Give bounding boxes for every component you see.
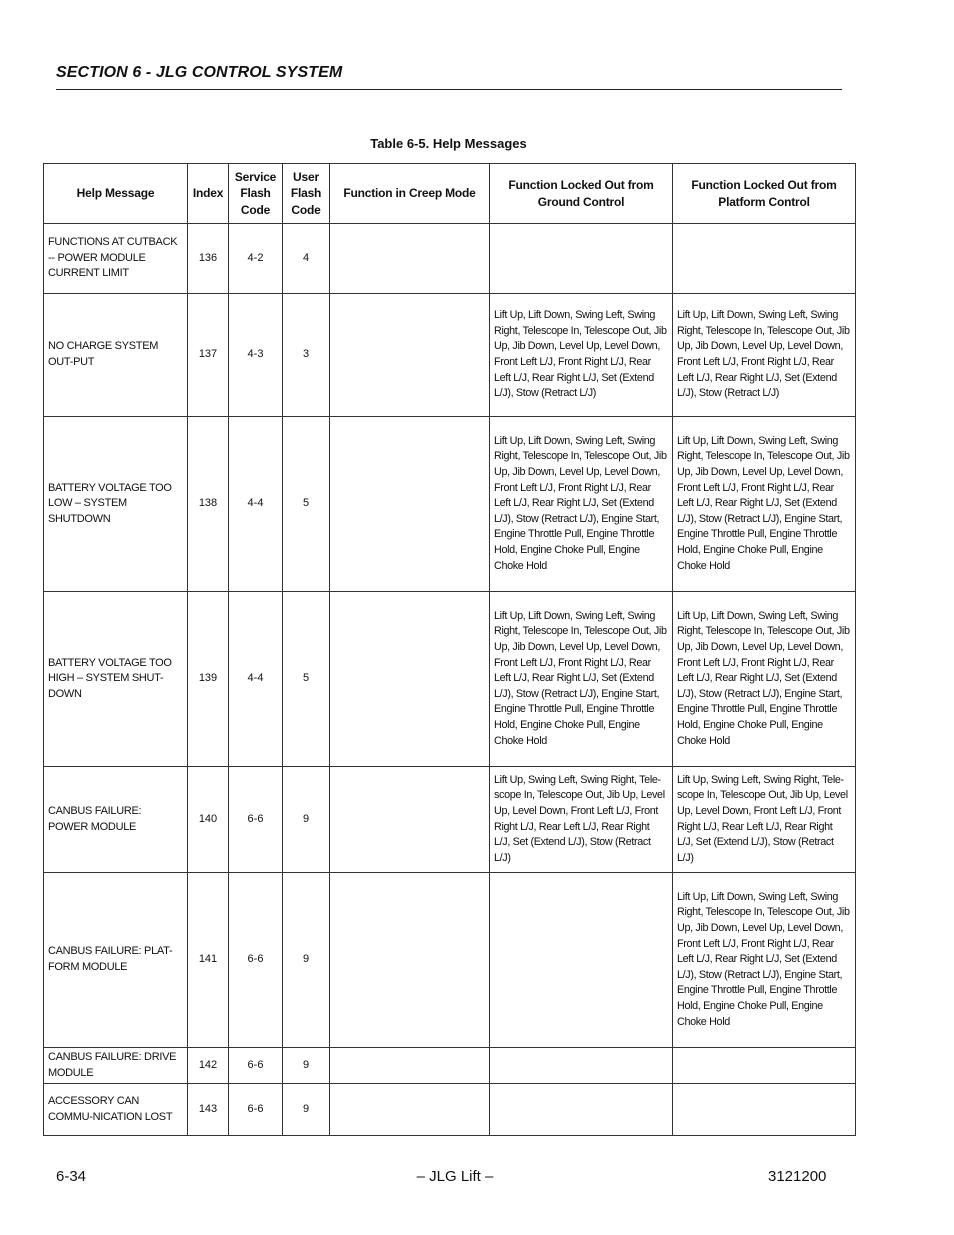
user-flash-cell: 5 xyxy=(283,417,330,592)
user-flash-cell: 9 xyxy=(283,1084,330,1136)
section-header: SECTION 6 - JLG CONTROL SYSTEM xyxy=(56,64,343,81)
locked-platform-cell: Lift Up, Lift Down, Swing Left, Swing Right, Telescope In, Telescope Out, Jib Up, Jib Down, Level Up, Level Down, Front Left L/J, Front Right L/J, Rear Left L/J, Rear Right L/J, Set (Extend L/J), Stow (Retract L/J), Engine Start, Engine Throttle Pull, Engine Throttle Hold, Engine Choke Pull, Engine Choke Hold xyxy=(673,592,856,767)
col-header-service-flash-code: Service Flash Code xyxy=(229,164,283,224)
table-row xyxy=(44,224,856,294)
locked-platform-cell xyxy=(673,1084,856,1136)
document-number: 3121200 xyxy=(768,1168,827,1185)
header-rule xyxy=(56,89,842,90)
col-header-creep-mode: Function in Creep Mode xyxy=(330,164,490,224)
locked-ground-cell: Lift Up, Lift Down, Swing Left, Swing Right, Telescope In, Telescope Out, Jib Up, Jib Down, Level Up, Level Down, Front Left L/J, Front Right L/J, Rear Left L/J, Rear Right L/J, Set (Extend L/J), Stow (Retract L/J), Engine Start, Engine Throttle Pull, Engine Throttle Hold, Engine Choke Pull, Engine Choke Hold xyxy=(490,417,673,592)
locked-ground-cell xyxy=(490,1084,673,1136)
help-message-cell: NO CHARGE SYSTEM OUT-PUT xyxy=(44,294,188,417)
col-header-help-message: Help Message xyxy=(44,164,188,224)
locked-platform-cell xyxy=(673,224,856,294)
page-number: 6-34 xyxy=(56,1168,87,1185)
user-flash-cell: 9 xyxy=(283,873,330,1048)
user-flash-cell: 9 xyxy=(283,1048,330,1084)
creep-mode-cell xyxy=(330,1048,490,1084)
index-cell: 137 xyxy=(188,294,229,417)
help-message-cell: ACCESSORY CAN COMMU-NICATION LOST xyxy=(44,1084,188,1136)
locked-platform-cell xyxy=(673,1048,856,1084)
help-message-cell: CANBUS FAILURE: POWER MODULE xyxy=(44,767,188,873)
locked-ground-cell xyxy=(490,224,673,294)
creep-mode-cell xyxy=(330,873,490,1048)
table-title: Table 6-5. Help Messages xyxy=(370,136,527,151)
creep-mode-cell xyxy=(330,294,490,417)
creep-mode-cell xyxy=(330,592,490,767)
index-cell: 138 xyxy=(188,417,229,592)
user-flash-cell: 4 xyxy=(283,224,330,294)
table-row xyxy=(44,767,856,873)
locked-platform-cell: Lift Up, Lift Down, Swing Left, Swing Right, Telescope In, Telescope Out, Jib Up, Jib Down, Level Up, Level Down, Front Left L/J, Front Right L/J, Rear Left L/J, Rear Right L/J, Set (Extend L/J), Stow (Retract L/J) xyxy=(673,294,856,417)
locked-ground-cell: Lift Up, Lift Down, Swing Left, Swing Right, Telescope In, Telescope Out, Jib Up, Jib Down, Level Up, Level Down, Front Left L/J, Front Right L/J, Rear Left L/J, Rear Right L/J, Set (Extend L/J), Stow (Retract L/J), Engine Start, Engine Throttle Pull, Engine Throttle Hold, Engine Choke Pull, Engine Choke Hold xyxy=(490,592,673,767)
help-message-cell: BATTERY VOLTAGE TOO HIGH – SYSTEM SHUT-DOWN xyxy=(44,592,188,767)
help-messages-table xyxy=(43,163,856,1136)
index-cell: 140 xyxy=(188,767,229,873)
service-flash-cell: 4-4 xyxy=(229,417,283,592)
service-flash-cell: 6-6 xyxy=(229,873,283,1048)
help-message-cell: CANBUS FAILURE: PLAT-FORM MODULE xyxy=(44,873,188,1048)
user-flash-cell: 3 xyxy=(283,294,330,417)
locked-ground-cell: Lift Up, Lift Down, Swing Left, Swing Right, Telescope In, Telescope Out, Jib Up, Jib Down, Level Up, Level Down, Front Left L/J, Front Right L/J, Rear Left L/J, Rear Right L/J, Set (Extend L/J), Stow (Retract L/J) xyxy=(490,294,673,417)
service-flash-cell: 6-6 xyxy=(229,1084,283,1136)
locked-platform-cell: Lift Up, Lift Down, Swing Left, Swing Right, Telescope In, Telescope Out, Jib Up, Jib Down, Level Up, Level Down, Front Left L/J, Front Right L/J, Rear Left L/J, Rear Right L/J, Set (Extend L/J), Stow (Retract L/J), Engine Start, Engine Throttle Pull, Engine Throttle Hold, Engine Choke Pull, Engine Choke Hold xyxy=(673,417,856,592)
index-cell: 143 xyxy=(188,1084,229,1136)
table-row xyxy=(44,417,856,592)
user-flash-cell: 9 xyxy=(283,767,330,873)
locked-platform-cell: Lift Up, Swing Left, Swing Right, Tele-scope In, Telescope Out, Jib Up, Level Up, Level Down, Front Left L/J, Front Right L/J, Rear Left L/J, Rear Right L/J, Set (Extend L/J), Stow (Retract L/J) xyxy=(673,767,856,873)
footer-brand: – JLG Lift – xyxy=(416,1168,494,1185)
table-header-row xyxy=(44,164,856,224)
locked-ground-cell xyxy=(490,873,673,1048)
help-message-cell: CANBUS FAILURE: DRIVE MODULE xyxy=(44,1048,188,1084)
service-flash-cell: 4-4 xyxy=(229,592,283,767)
service-flash-cell: 4-2 xyxy=(229,224,283,294)
index-cell: 136 xyxy=(188,224,229,294)
help-message-cell: FUNCTIONS AT CUTBACK -- POWER MODULE CURRENT LIMIT xyxy=(44,224,188,294)
help-message-cell: BATTERY VOLTAGE TOO LOW – SYSTEM SHUTDOWN xyxy=(44,417,188,592)
service-flash-cell: 6-6 xyxy=(229,767,283,873)
creep-mode-cell xyxy=(330,1084,490,1136)
table-row xyxy=(44,1084,856,1136)
col-header-locked-platform: Function Locked Out from Platform Control xyxy=(673,164,856,224)
locked-platform-cell: Lift Up, Lift Down, Swing Left, Swing Right, Telescope In, Telescope Out, Jib Up, Jib Down, Level Up, Level Down, Front Left L/J, Front Right L/J, Rear Left L/J, Rear Right L/J, Set (Extend L/J), Stow (Retract L/J), Engine Start, Engine Throttle Pull, Engine Throttle Hold, Engine Choke Pull, Engine Choke Hold xyxy=(673,873,856,1048)
creep-mode-cell xyxy=(330,224,490,294)
service-flash-cell: 6-6 xyxy=(229,1048,283,1084)
table-row xyxy=(44,1048,856,1084)
col-header-locked-ground: Function Locked Out from Ground Control xyxy=(490,164,673,224)
col-header-user-flash-code: User Flash Code xyxy=(283,164,330,224)
table-row xyxy=(44,592,856,767)
creep-mode-cell xyxy=(330,767,490,873)
col-header-index: Index xyxy=(188,164,229,224)
index-cell: 142 xyxy=(188,1048,229,1084)
creep-mode-cell xyxy=(330,417,490,592)
service-flash-cell: 4-3 xyxy=(229,294,283,417)
table-row xyxy=(44,873,856,1048)
user-flash-cell: 5 xyxy=(283,592,330,767)
locked-ground-cell xyxy=(490,1048,673,1084)
index-cell: 141 xyxy=(188,873,229,1048)
table-row xyxy=(44,294,856,417)
index-cell: 139 xyxy=(188,592,229,767)
locked-ground-cell: Lift Up, Swing Left, Swing Right, Tele-scope In, Telescope Out, Jib Up, Level Up, Level Down, Front Left L/J, Front Right L/J, Rear Left L/J, Rear Right L/J, Set (Extend L/J), Stow (Retract L/J) xyxy=(490,767,673,873)
